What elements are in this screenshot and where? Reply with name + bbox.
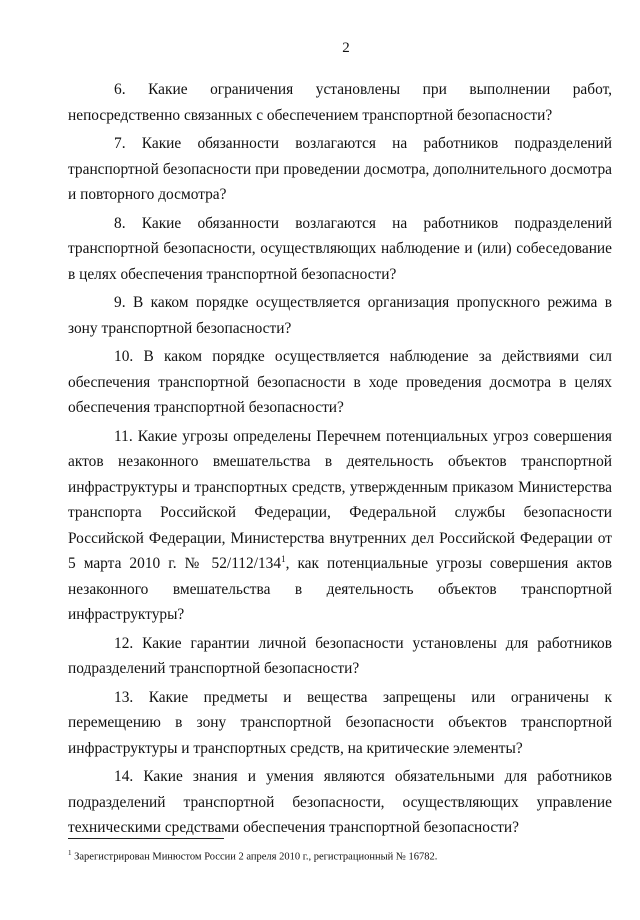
question-6: 6. Какие ограничения установлены при выполнении работ, непосредственно связанных с обеспечением транспортной безопасности? [68, 81, 612, 124]
question-10: 10. В каком порядке осуществляется наблюдение за действиями сил обеспечения транспортной безопасности в ходе проведения досмотра в целях обеспечения транспортной безопасности? [68, 348, 612, 416]
question-9: 9. В каком порядке осуществляется организация пропускного режима в зону транспортной безопасности? [68, 294, 612, 337]
question-12: 12. Какие гарантии личной безопасности установлены для работников подразделений транспортной безопасности? [68, 634, 612, 677]
question-7: 7. Какие обязанности возлагаются на работников подразделений транспортной безопасности при проведении досмотра, дополнительного досмотра и повторного досмотра? [68, 135, 612, 203]
question-11-text-after: , как потенциальные угрозы совершения актов незаконного вмешательства в деятельность объектов транспортной инфраструктуры? [68, 555, 612, 623]
question-11 [68, 424, 612, 628]
footnote-reference: 1 [281, 553, 286, 564]
footnote-text: Зарегистрирован Минюстом России 2 апреля 2010 г., регистрационный № 16782. [71, 851, 438, 863]
question-11-text-before: 11. Какие угрозы определены Перечнем потенциальных угроз совершения актов незаконного вмешательства в деятельность объектов транспортной инфраструктуры и транспортных средств, утвержденным приказом Министерства транспорта Российской Федерации, Федеральной службы безопасности Российской Федерации, Министерства внутренних дел Российской Федерации от 5 марта 2010 г. № 52/112/134 [68, 427, 612, 572]
footnote-divider [68, 838, 224, 839]
question-14: 14. Какие знания и умения являются обязательными для работников подразделений транспортной безопасности, осуществляющих управление техническими средствами обеспечения транспортной безопасности? [68, 768, 612, 836]
page-number: 2 [342, 40, 350, 56]
footnote [68, 846, 612, 865]
question-13: 13. Какие предметы и вещества запрещены или ограничены к перемещению в зону транспортной безопасности объектов транспортной инфраструктуры и транспортных средств, на критические элементы? [68, 688, 612, 757]
question-8: 8. Какие обязанности возлагаются на работников подразделений транспортной безопасности, осуществляющих наблюдение и (или) собеседование в целях обеспечения транспортной безопасности? [68, 214, 612, 283]
footnote-marker: 1 [68, 849, 72, 857]
